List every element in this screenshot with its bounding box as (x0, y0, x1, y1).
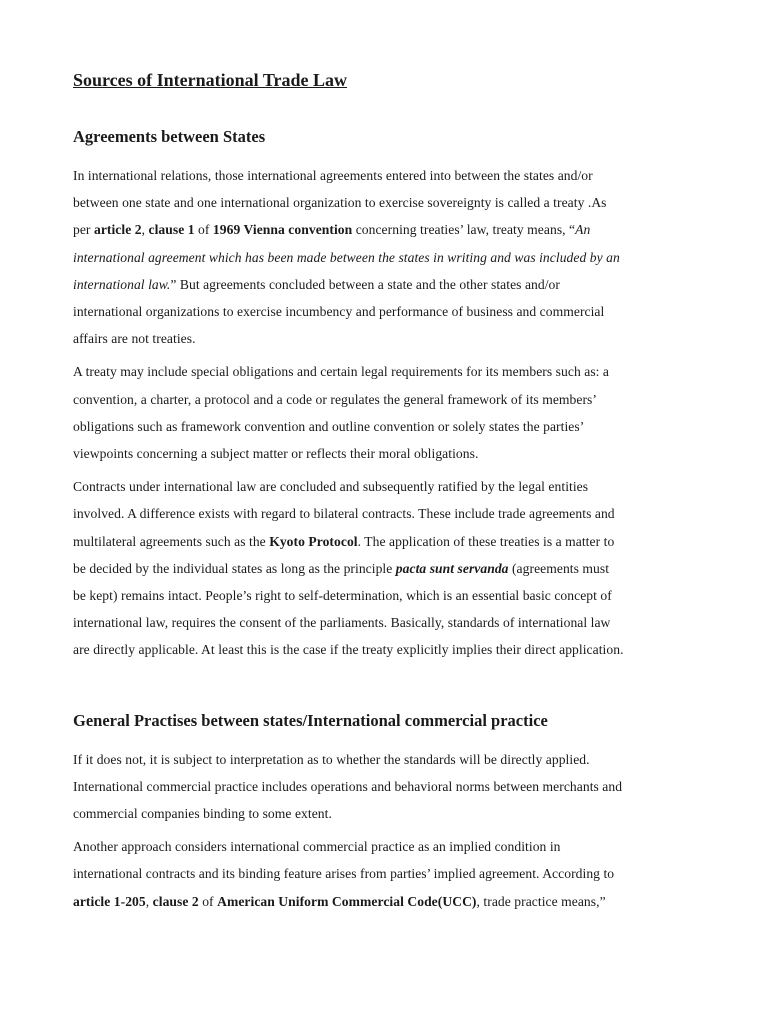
paragraph (73, 833, 713, 915)
paragraph-line (73, 244, 713, 271)
paragraph-line: International commercial practice includes operations and behavioral norms between merchants and (73, 778, 623, 794)
bold-term: 1969 Vienna convention (212, 222, 353, 238)
bold-term: clause 2 (152, 893, 199, 909)
paragraph-line: are directly applicable. At least this is the case if the treaty explicitly implies their direct application. (73, 642, 624, 658)
paragraph-line: article 1-205, clause 2 of American Uniform Commercial Code(UCC), trade practice means,” (73, 893, 606, 909)
paragraph-line: commercial companies binding to some extent. (73, 806, 332, 822)
paragraph-line: viewpoints concerning a subject matter or reflects their moral obligations. (73, 446, 479, 462)
paragraph-line: international contracts and its binding feature arises from parties’ implied agreement. According to (73, 866, 615, 882)
paragraph-line: involved. A difference exists with regard to bilateral contracts. These include trade agreements and (73, 506, 615, 522)
section-heading-general-practises: General Practises between states/International commercial practice (73, 710, 548, 730)
paragraph (73, 473, 713, 663)
section-spacer (73, 670, 713, 708)
paragraph-line: international law.” But agreements concluded between a state and the other states and/or (73, 276, 560, 292)
paragraph-line: If it does not, it is subject to interpretation as to whether the standards will be directly applied. (73, 751, 590, 767)
paragraph (73, 162, 713, 352)
italic-quote: international law. (73, 276, 171, 292)
italic-quote: An (575, 222, 591, 238)
paragraph (73, 358, 713, 467)
bold-term: American Uniform Commercial Code(UCC) (217, 893, 477, 909)
paragraph-line: between one state and one international organization to exercise sovereignty is called a treaty .As (73, 195, 607, 211)
section-heading-agreements: Agreements between States (73, 127, 266, 146)
paragraph-line: Contracts under international law are concluded and subsequently ratified by the legal entities (73, 479, 589, 495)
italic-quote: international agreement which has been made between the states in writing and was included by an (73, 249, 620, 265)
paragraph-line: per article 2, clause 1 of 1969 Vienna convention concerning treaties’ law, treaty means, “An (73, 222, 591, 238)
paragraph-line: international law, requires the consent of the parliaments. Basically, standards of international law (73, 615, 611, 631)
paragraph-line: affairs are not treaties. (73, 331, 196, 347)
paragraph-line: Another approach considers international commercial practice as an implied condition in (73, 839, 561, 855)
bold-term: article 1-205 (73, 893, 146, 909)
paragraph (73, 746, 713, 828)
bold-italic-term: pacta sunt servanda (395, 560, 509, 576)
paragraph-line: multilateral agreements such as the Kyoto Protocol. The application of these treaties is a matter to (73, 533, 615, 549)
document-page (73, 66, 713, 921)
paragraph-line: obligations such as framework convention and outline convention or solely states the parties’ (73, 418, 585, 434)
paragraph-line: be kept) remains intact. People’s right to self-determination, which is an essential basic concept of (73, 588, 612, 604)
document-title: Sources of International Trade Law (73, 70, 348, 90)
bold-term: Kyoto Protocol (269, 533, 358, 549)
paragraph-line: international organizations to exercise incumbency and performance of business and commercial (73, 304, 605, 320)
bold-term: article 2 (93, 222, 142, 238)
bold-term: clause 1 (148, 222, 195, 238)
paragraph-line: A treaty may include special obligations and certain legal requirements for its members such as: a (73, 364, 610, 380)
paragraph-line: convention, a charter, a protocol and a code or regulates the general framework of its members’ (73, 391, 597, 407)
paragraph-line: be decided by the individual states as long as the principle pacta sunt servanda (agreements must (73, 560, 610, 576)
paragraph-line: In international relations, those international agreements entered into between the states and/or (73, 168, 593, 183)
